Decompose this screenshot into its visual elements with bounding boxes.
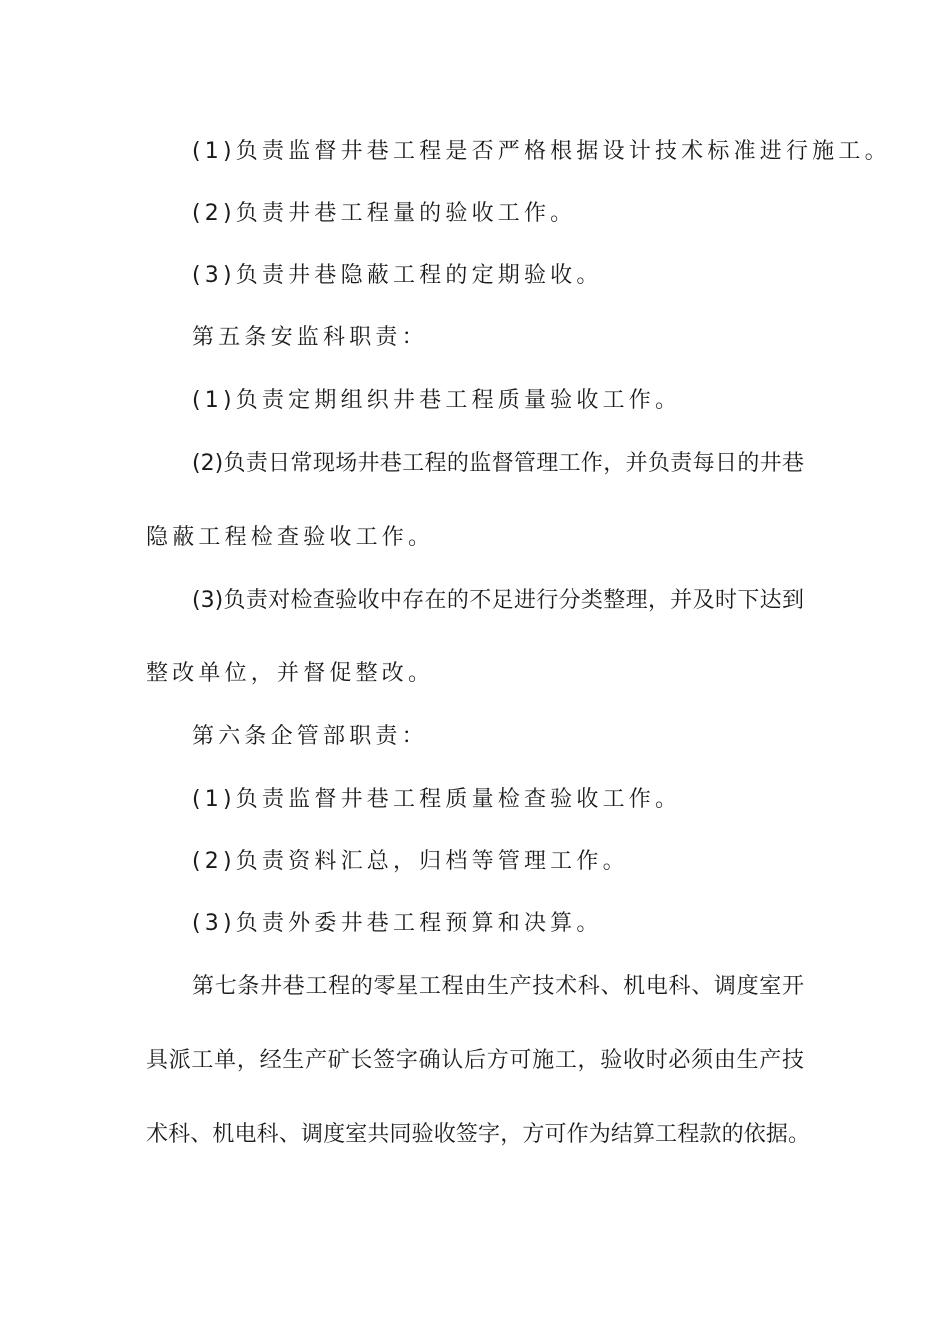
clause-7-line-1: 第七条井巷工程的零星工程由生产技术科、机电科、调度室开 bbox=[192, 974, 804, 999]
clause-6-item-3: (3)负责外委井巷工程预算和决算。 bbox=[192, 911, 603, 936]
clause-6-item-1: (1)负责监督井巷工程质量检查验收工作。 bbox=[192, 787, 682, 812]
clause-5-item-2-line-2: 隐蔽工程检查验收工作。 bbox=[146, 525, 435, 550]
clause-4-item-2: (2)负责井巷工程量的验收工作。 bbox=[192, 201, 577, 226]
clause-5-heading: 第五条安监科职责： bbox=[192, 325, 428, 350]
clause-5-item-2-line-1: (2)负责日常现场井巷工程的监督管理工作，并负责每日的井巷 bbox=[192, 451, 804, 476]
clause-7-line-2: 具派工单，经生产矿长签字确认后方可施工，验收时必须由生产技 bbox=[146, 1048, 804, 1073]
clause-5-item-3-line-2: 整改单位，并督促整改。 bbox=[146, 661, 435, 686]
clause-4-item-1: (1)负责监督井巷工程是否严格根据设计技术标准进行施工。 bbox=[192, 139, 891, 164]
clause-4-item-3: (3)负责井巷隐蔽工程的定期验收。 bbox=[192, 263, 603, 288]
clause-5-item-1: (1)负责定期组织井巷工程质量验收工作。 bbox=[192, 388, 682, 413]
clause-5-item-3-line-1: (3)负责对检查验收中存在的不足进行分类整理，并及时下达到 bbox=[192, 588, 804, 613]
clause-6-item-2: (2)负责资料汇总，归档等管理工作。 bbox=[192, 849, 629, 874]
clause-7-line-3: 术科、机电科、调度室共同验收签字，方可作为结算工程款的依据。 bbox=[146, 1122, 810, 1147]
clause-6-heading: 第六条企管部职责： bbox=[192, 724, 428, 749]
